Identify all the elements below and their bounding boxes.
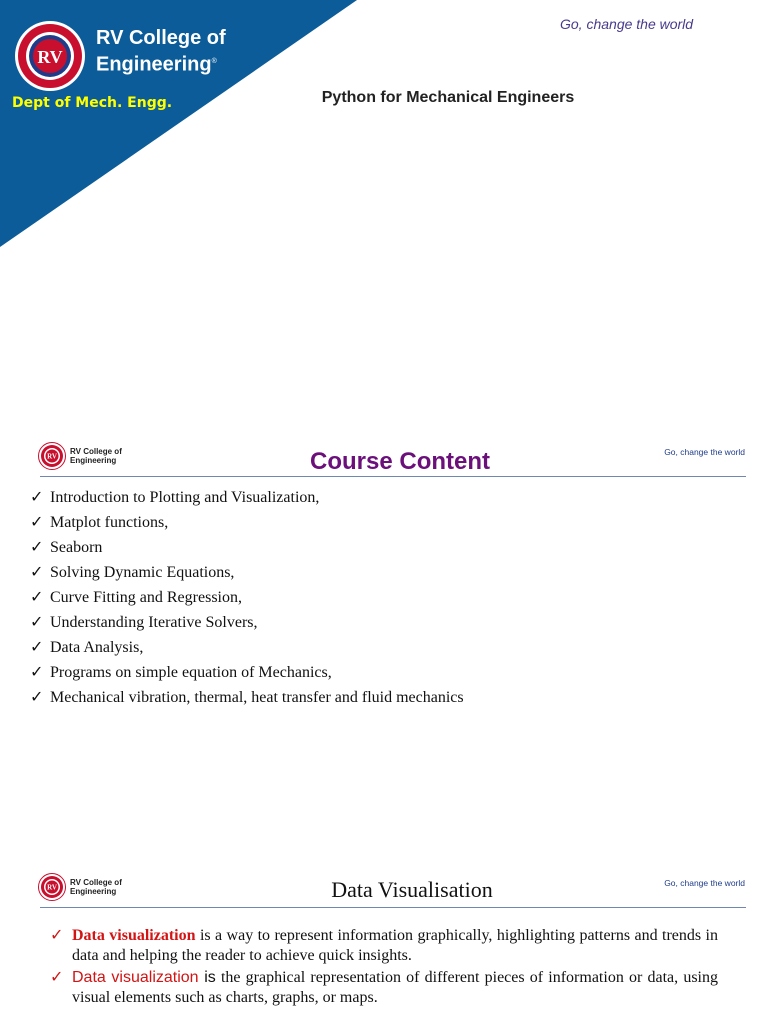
highlight-term: Data visualization <box>72 927 196 944</box>
logo-monogram: RV <box>37 47 63 67</box>
data-visualisation-slide <box>0 862 768 1024</box>
checkmark-icon: ✓ <box>30 689 44 706</box>
list-item: ✓ Programs on simple equation of Mechanics, <box>30 660 464 685</box>
logo-monogram-small: RV <box>47 883 57 892</box>
college-line1: RV College of <box>96 27 226 49</box>
checkmark-icon: ✓ <box>50 927 64 944</box>
rvce-logo-icon <box>14 20 86 92</box>
department-label: Dept of Mech. Engg. <box>12 95 173 111</box>
checkmark-icon: ✓ <box>30 564 44 581</box>
checkmark-icon: ✓ <box>30 514 44 531</box>
course-content-slide <box>0 430 768 830</box>
list-item: ✓ Solving Dynamic Equations, <box>30 560 464 585</box>
logo-monogram-small: RV <box>47 452 57 461</box>
list-item: ✓ Data visualization is a way to represent information graphically, highlighting patterns and trends in data and helping the reader to achieve quick insights. <box>50 927 718 964</box>
list-item: ✓ Understanding Iterative Solvers, <box>30 610 464 635</box>
title-slide <box>0 0 768 420</box>
checkmark-icon: ✓ <box>30 589 44 606</box>
college-name <box>96 26 226 77</box>
tagline-small: Go, change the world <box>664 447 745 457</box>
header-divider <box>40 476 746 477</box>
list-item: ✓ Matplot functions, <box>30 510 464 535</box>
tagline-small: Go, change the world <box>664 878 745 888</box>
list-item: ✓ Data Analysis, <box>30 635 464 660</box>
college-line2-small: Engineering <box>70 456 117 465</box>
course-topic-list <box>30 485 464 710</box>
tagline: Go, change the world <box>560 16 694 32</box>
highlight-term: Data visualization <box>72 969 199 986</box>
college-line2: Engineering® <box>96 53 217 76</box>
checkmark-icon: ✓ <box>30 614 44 631</box>
checkmark-icon: ✓ <box>30 639 44 656</box>
college-line2-small: Engineering <box>70 887 117 896</box>
list-item: ✓ Seaborn <box>30 535 464 560</box>
trademark-symbol: ® <box>211 58 217 65</box>
data-visualisation-title: Data Visualisation <box>331 877 493 902</box>
college-line1-small: RV College of <box>70 447 122 456</box>
list-item: ✓ Data visualization is the graphical representation of different pieces of information or data, using visual elements such as charts, graphs, or maps. <box>50 969 719 1006</box>
checkmark-icon: ✓ <box>30 539 44 556</box>
checkmark-icon: ✓ <box>30 664 44 681</box>
definition-list <box>50 926 718 1010</box>
list-item: ✓ Introduction to Plotting and Visualization, <box>30 485 464 510</box>
course-content-title: Course Content <box>310 448 490 475</box>
header-divider <box>40 907 746 908</box>
list-item: ✓ Curve Fitting and Regression, <box>30 585 464 610</box>
checkmark-icon: ✓ <box>50 969 64 986</box>
checkmark-icon: ✓ <box>30 489 44 506</box>
college-line1-small: RV College of <box>70 878 122 887</box>
course-subtitle: Python for Mechanical Engineers <box>321 89 575 106</box>
list-item: ✓ Mechanical vibration, thermal, heat transfer and fluid mechanics <box>30 685 464 710</box>
